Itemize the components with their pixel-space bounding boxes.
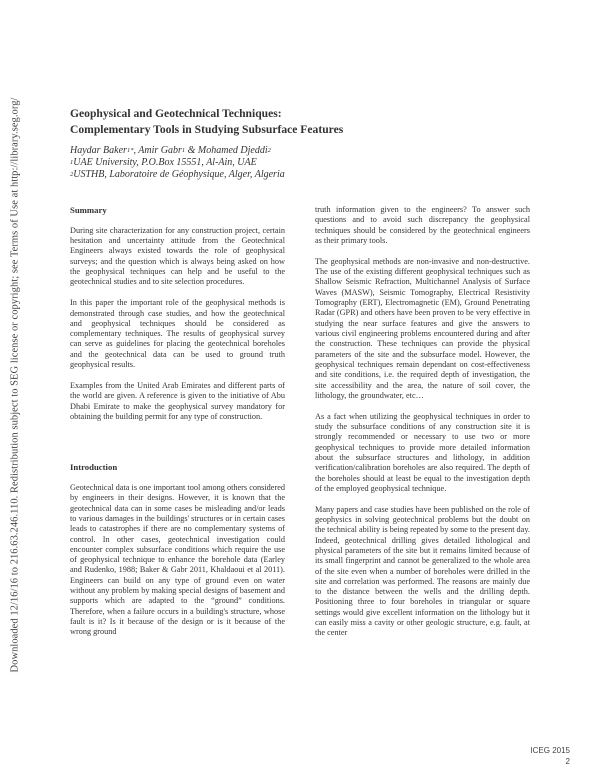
paper-title xyxy=(70,106,470,137)
introduction-heading: Introduction xyxy=(70,462,118,473)
author-3-sup: 2 xyxy=(267,147,271,154)
author-1-sup: 1* xyxy=(126,147,134,154)
title-line-1: Geophysical and Geotechnical Techniques: xyxy=(70,107,282,120)
summary-paragraph-2: In this paper the important role of the geophysical methods is demonstrated through case studies, and how the geotechnical and geophysical techniques should be considered as complementary techniques. The results of geophysical survey can serve as guidelines for placing the geotechnical boreholes and the geotechnical data can be used to ground truth geophysical results. xyxy=(70,298,285,370)
summary-heading: Summary xyxy=(70,205,107,215)
author-2-sup: 1 xyxy=(181,147,186,154)
title-line-2: Complementary Tools in Studying Subsurface Features xyxy=(70,122,344,136)
page-number: 2 xyxy=(565,757,570,766)
download-notice: Downloaded 12/16/16 to 216.63.246.110. Redistribution subject to SEG license or copyright; see Terms of Use at http://library.seg.org/ xyxy=(9,97,21,673)
continued-paragraph: truth information given to the engineers? To answer such questions and to avoid such discrepancy the geophysical techniques should be considered by the geotechnical engineers as their primary tools. xyxy=(315,205,530,245)
affiliation-1-sup: 1 xyxy=(70,158,74,166)
author-separator-2: & xyxy=(185,145,198,156)
affiliation-2-text: USTHB, Laboratoire de Géophysique, Alger, Algeria xyxy=(73,168,285,180)
summary-paragraph-3: Examples from the United Arab Emirates and different parts of the world are given. A reference is given to the initiative of Abu Dhabi Emirate to make the geophysical survey mandatory for obtaining the building permit for any type of construction. xyxy=(70,380,285,421)
author-2: Amir Gabr xyxy=(138,145,182,156)
download-notice-sidebar xyxy=(0,0,30,776)
author-block xyxy=(70,145,285,180)
affiliation-1-text: UAE University, P.O.Box 15551, Al-Ain, UAE xyxy=(73,156,257,168)
affiliation-2 xyxy=(70,169,285,181)
summary-paragraph-1: During site characterization for any construction project, certain hesitation and uncertainty attitude from the Geotechnical Engineers always existed towards the role of geophysical surveys; and the question which is always being asked on how the geophysical techniques can help and be useful to the geotechnical studies and to site selection procedures. xyxy=(70,225,285,287)
author-3: Mohamed Djeddi xyxy=(197,145,268,156)
multi-technique-paragraph: As a fact when utilizing the geophysical techniques in order to study the subsurface conditions of any construction site it is strongly recommended or necessary to use two or more geophysical techniques to provide more detailed information about the subsurface structures and lithology, in addition verification/calibration boreholes are also required. The depth of the boreholes should at least be equal to the investigation depth of the employed geophysical technique. xyxy=(315,411,530,493)
author-separator-1: , xyxy=(133,145,139,156)
author-line xyxy=(70,145,285,157)
affiliation-1 xyxy=(70,157,285,169)
right-column xyxy=(315,205,530,639)
introduction-paragraph-1: Geotechnical data is one important tool among others considered by engineers in their designs. However, it is known that the geotechnical data can in some cases be misleading and/or leads to various damages in the buildings' structures or in certain cases leads to catastrophes if there are no complementary systems of control. In other cases, geotechnical investigation could encounter complex subsurface conditions which require the use of geophysical technique to enhance the borehole data (Earley and Rudenko, 1988; Baker & Gabr 2011, Khaldaoui et al 2011). Engineers can build on any type of ground even on water without any problem by making special designs of basement and supports which are adapted to the “ground” conditions. Therefore, when a failure occurs in a building's structure, whose fault is it? Is it because of the design or is it because of the wrong ground xyxy=(70,482,285,637)
case-studies-paragraph: Many papers and case studies have been published on the role of geophysics in solving geotechnical problems but the doubt on the technical ability is being repeated by some to the present day. Indeed, geotechnical drilling gives detailed lithological and physical parameters of the site but it remains limited because of its small fingerprint and cannot be generalized to the whole area of the site even when a number of boreholes were drilled in the site and correlation was performed. The reasons are mainly due to the distance between the wells and the drilling depth. Positioning three to four boreholes in triangular or square settings would give excellent information on the lithology but it can easily miss a cavity or other geologic structure, e.g. fault, at the center xyxy=(315,504,530,638)
author-1: Haydar Baker xyxy=(70,145,127,156)
methods-paragraph: The geophysical methods are non-invasive and non-destructive. The use of the existing different geophysical techniques such as Shallow Seismic Refraction, Multichannel Analysis of Surface Waves (MASW), Seismic Tomography, Electrical Resistivity Tomography (ERT), Electromagnetic (EM), Ground Penetrating Radar (GPR) and others have been proven to be very effective in studying the near surface features and give the answers to various civil engineering problems encountered during and after the construction. These techniques can provide the physical parameters of the site and the subsurface model. However, the geophysical techniques remain dependant on cost-effectiveness and site conditions, i.e. the required depth of investigation, the site accessibility and the area, the nature of soil cover, the lithology, the groundwater, etc… xyxy=(315,256,530,400)
affiliation-2-sup: 2 xyxy=(70,170,74,178)
page-footer xyxy=(530,745,570,767)
left-column xyxy=(70,205,285,638)
conference-label: ICEG 2015 xyxy=(530,746,570,755)
